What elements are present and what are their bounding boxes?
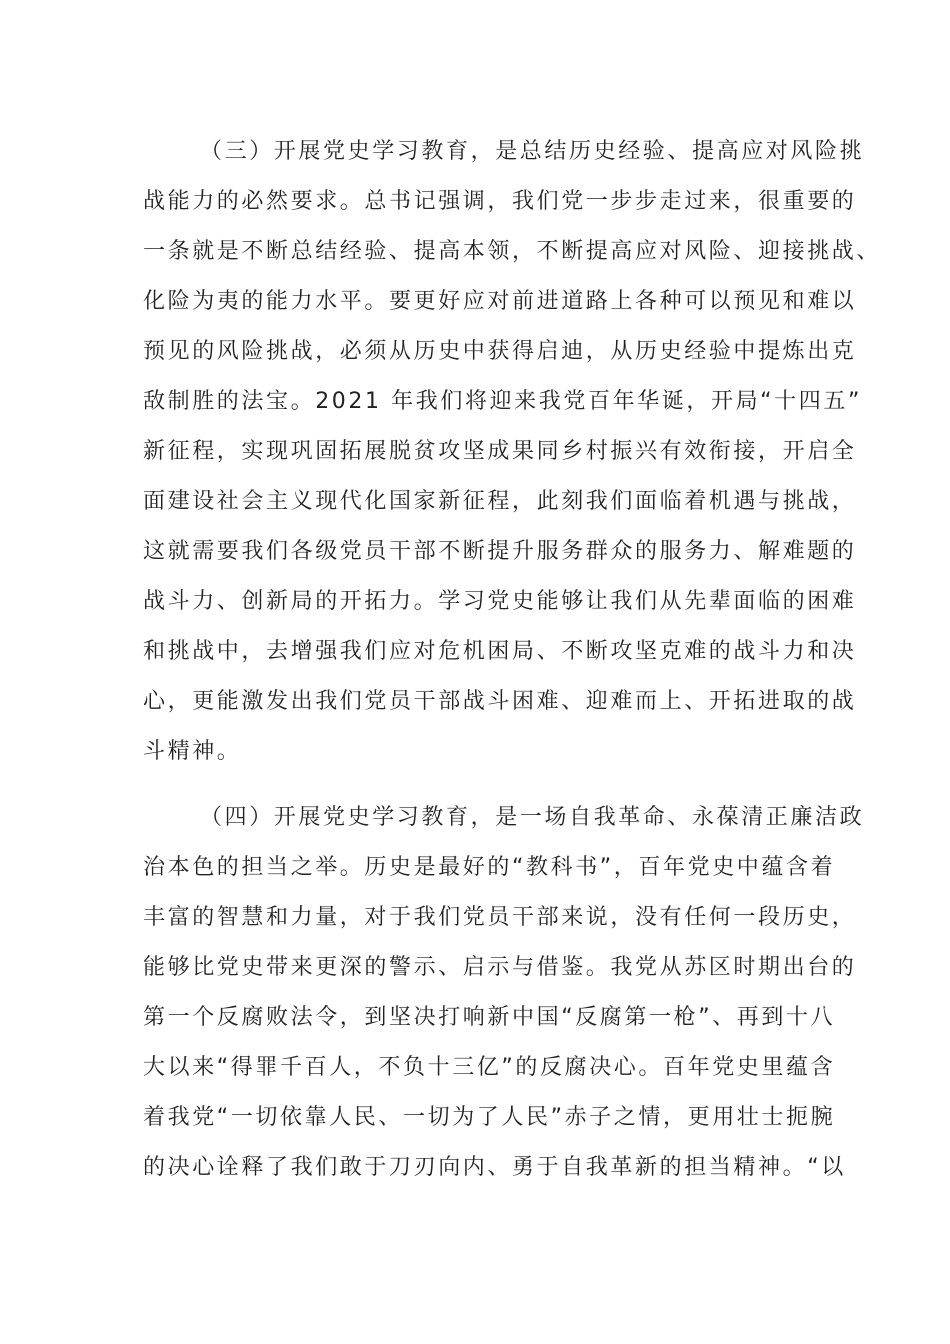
paragraph-line: 这就需要我们各级党员干部不断提升服务群众的服务力、解难题的: [143, 539, 857, 564]
paragraph-line: 预见的风险挑战，必须从历史中获得启迪，从历史经验中提炼出克: [143, 339, 857, 364]
paragraph-line: （四）开展党史学习教育，是一场自我革命、永葆清正廉洁政: [200, 805, 865, 830]
paragraph-line: 新征程，实现巩固拓展脱贫攻坚成果同乡村振兴有效衔接，开启全: [143, 439, 857, 464]
paragraph-line: 心，更能激发出我们党员干部战斗困难、迎难而上、开拓进取的战: [143, 689, 857, 714]
paragraph-line: 斗精神。: [143, 739, 242, 764]
paragraph-line: 治本色的担当之举。历史是最好的“教科书”，百年党史中蕴含着: [143, 855, 836, 880]
paragraph-line: 化险为夷的能力水平。要更好应对前进道路上各种可以预见和难以: [143, 289, 857, 314]
paragraph-line: 第一个反腐败法令，到坚决打响新中国“反腐第一枪”、再到十八: [143, 1005, 836, 1030]
paragraph-line: （三）开展党史学习教育，是总结历史经验、提高应对风险挑: [200, 139, 865, 164]
paragraph-line: 能够比党史带来更深的警示、启示与借鉴。我党从苏区时期出台的: [143, 955, 857, 980]
paragraph-line: 战能力的必然要求。总书记强调，我们党一步步走过来，很重要的: [143, 189, 857, 214]
paragraph-line: 大以来“得罪千百人，不负十三亿”的反腐决心。百年党史里蕴含: [143, 1055, 836, 1080]
paragraph-line: 面建设社会主义现代化国家新征程，此刻我们面临着机遇与挑战，: [143, 489, 857, 514]
paragraph-line: 一条就是不断总结经验、提高本领，不断提高应对风险、迎接挑战、: [143, 239, 882, 264]
paragraph-line: 丰富的智慧和力量，对于我们党员干部来说，没有任何一段历史，: [143, 905, 857, 930]
paragraph-line: 着我党“一切依靠人民、一切为了人民”赤子之情，更用壮士扼腕: [143, 1105, 836, 1130]
paragraph-line: 战斗力、创新局的开拓力。学习党史能够让我们从先辈面临的困难: [143, 589, 857, 614]
paragraph-line: 敌制胜的法宝。2021 年我们将迎来我党百年华诞，开局“十四五”: [143, 389, 862, 414]
paragraph-line: 和挑战中，去增强我们应对危机困局、不断攻坚克难的战斗力和决: [143, 639, 857, 664]
paragraph-line: 的决心诠释了我们敢于刀刃向内、勇于自我革新的担当精神。“以: [143, 1155, 846, 1180]
